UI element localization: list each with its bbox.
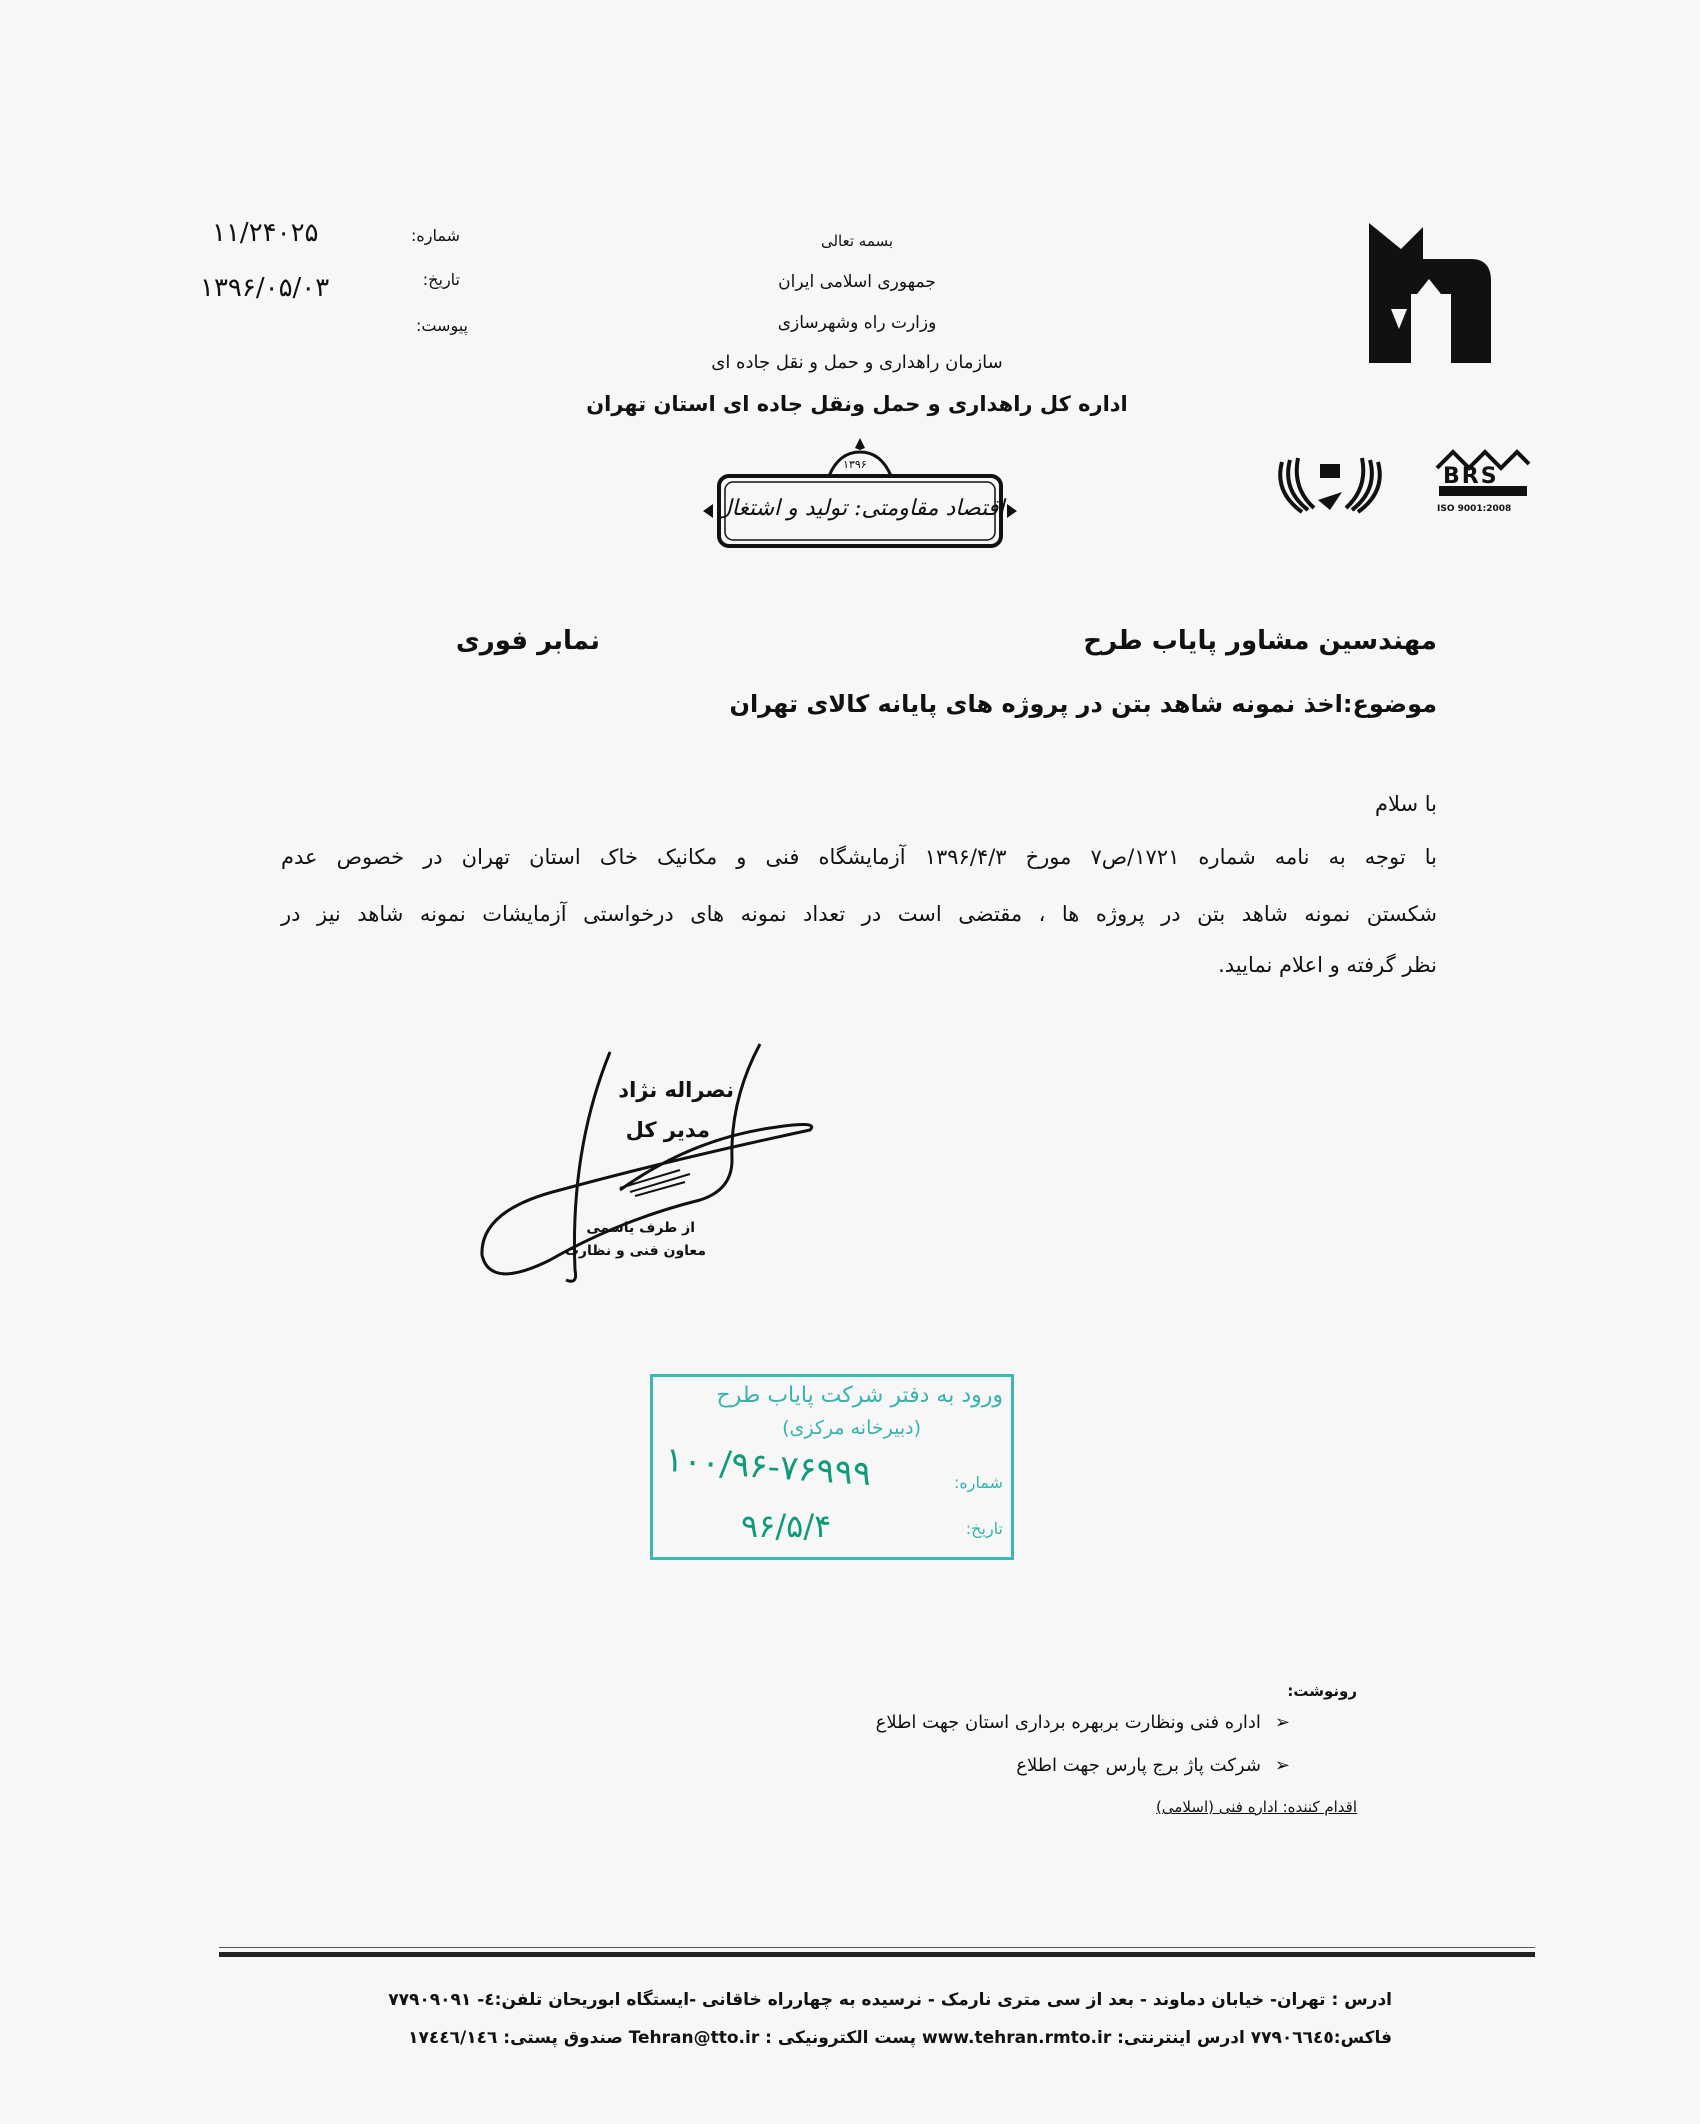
brs-text: BRS bbox=[1443, 464, 1499, 489]
stamp-number-value: ۱۰۰/۹۶-۷۶۹۹۹ bbox=[663, 1439, 873, 1495]
footer-address: ادرس : تهران- خیابان دماوند - بعد از سی متری نارمک - نرسیده به چهارراه خاقانی -ایستگاه ابوریحان تلفن:٤- ۷۷۹۰۹۰۹۱ bbox=[388, 1990, 1392, 2010]
receipt-stamp bbox=[650, 1374, 1014, 1560]
ministry-name: وزارت راه وشهرسازی bbox=[777, 313, 937, 333]
on-behalf: از طرف یاسمی bbox=[586, 1220, 695, 1236]
signatory-title: مدیر کل bbox=[625, 1118, 710, 1142]
subject: موضوع:اخذ نمونه شاهد بتن در پروژه های پایانه کالای تهران bbox=[729, 690, 1437, 718]
body-line: با توجه به نامه شماره ۱۷۲۱/ص۷ مورخ ۱۳۹۶/۴/۳ آزمایشگاه فنی و مکانیک خاک استان تهران در خصوص عدم bbox=[281, 845, 1437, 869]
cc-item bbox=[876, 1712, 1290, 1733]
department-name: اداره کل راهداری و حمل ونقل جاده ای استان تهران bbox=[586, 392, 1128, 416]
body-line: نظر گرفته و اعلام نمایید. bbox=[1218, 953, 1437, 977]
rmto-logo bbox=[1361, 219, 1496, 367]
signatory-name: نصراله نژاد bbox=[618, 1078, 734, 1102]
arrow-bullet-icon: ➢ bbox=[1274, 1712, 1290, 1733]
cc-item-text: شرکت پاژ برج پارس جهت اطلاع bbox=[1016, 1755, 1261, 1776]
cc-item bbox=[1016, 1755, 1290, 1776]
body-line: شکستن نمونه شاهد بتن در پروژه ها ، مقتضی است در تعداد نمونه های درخواستی آزمایشات نمونه شاهد نیز در bbox=[281, 902, 1437, 926]
organization-name: سازمان راهداری و حمل و نقل جاده ای bbox=[711, 352, 1003, 373]
deputy-title: معاون فنی و نظارت bbox=[564, 1243, 706, 1259]
slogan-frame bbox=[699, 436, 1021, 556]
invocation: بسمه تعالی bbox=[820, 232, 894, 250]
stamp-date-label: تاریخ: bbox=[965, 1519, 1003, 1538]
stamp-date-value: ۹۶/۵/۴ bbox=[741, 1507, 832, 1545]
letter-number: ۱۱/۲۴۰۲۵ bbox=[212, 218, 319, 248]
letter-number-label: شماره: bbox=[410, 226, 460, 245]
stamp-number-label: شماره: bbox=[953, 1473, 1003, 1492]
recipient: مهندسین مشاور پایاب طرح bbox=[1083, 626, 1437, 656]
attachment-label: پیوست: bbox=[415, 316, 468, 335]
footer-contact: فاکس:۷۷۹۰٦٦٤٥ ادرس اینترنتی: www.tehran.rmto.ir پست الکترونیکی : Tehran@tto.ir صندوق پستی: ۱۷٤٤٦/۱٤٦ bbox=[408, 2028, 1392, 2048]
iso-text: ISO 9001:2008 bbox=[1437, 504, 1512, 514]
cc-label: رونوشت: bbox=[1287, 1682, 1357, 1700]
cc-item-text: اداره فنی ونظارت بربهره برداری استان جهت اطلاع bbox=[875, 1712, 1261, 1733]
arrow-bullet-icon: ➢ bbox=[1274, 1755, 1290, 1776]
footer-rule bbox=[219, 1952, 1535, 1957]
urgency-label: نمابر فوری bbox=[455, 626, 600, 656]
slogan-text: اقتصاد مقاومتی: تولید و اشتغال bbox=[715, 496, 1005, 521]
slogan-year: ۱۳۹۶ bbox=[843, 458, 867, 471]
country-name: جمهوری اسلامی ایران bbox=[778, 272, 936, 292]
greeting: با سلام bbox=[1374, 792, 1437, 816]
footer-rule-thin bbox=[219, 1947, 1535, 1948]
action-by: اقدام کننده: اداره فنی (اسلامی) bbox=[1156, 1798, 1357, 1816]
brs-iso-logo bbox=[1433, 448, 1533, 522]
letter-date-label: تاریخ: bbox=[422, 270, 460, 289]
letter-date: ۱۳۹۶/۰۵/۰۳ bbox=[200, 273, 330, 303]
quality-award-logo bbox=[1272, 452, 1388, 518]
stamp-line1: ورود به دفتر شرکت پایاب طرح bbox=[716, 1383, 1003, 1408]
stamp-line2: (دبیرخانه مرکزی) bbox=[782, 1417, 921, 1439]
